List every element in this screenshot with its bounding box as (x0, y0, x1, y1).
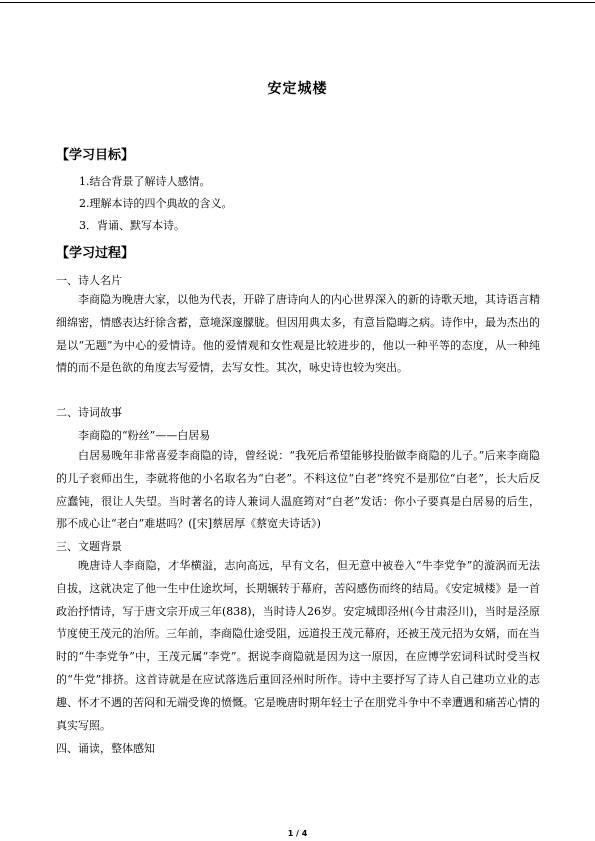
goal-item-3: 3．背诵、默写本诗。 (79, 219, 185, 232)
part2-paragraph: 白居易晚年非常喜爱李商隐的诗，曾经说：“我死后希望能够投胎做李商隐的儿子。”后来李商隐的儿子衮师出生，李就将他的小名取名为“白老”。不料这位“白老”终究不是那位“白老”，长大后反应蠢钝，很让人失望。当时著名的诗人兼词人温庭筠对“白老”发话：你小子要真是白居易的后生，那不成心让“老白”难堪吗？([宋]蔡居厚《蔡宽夫诗话》) (56, 449, 540, 531)
top-rule (0, 2, 595, 3)
part1-heading: 一、诗人名片 (56, 274, 122, 287)
part4-heading: 四、诵读，整体感知 (56, 742, 155, 755)
part3-paragraph: 晚唐诗人李商隐，才华横溢，志向高远，早有文名，但无意中被卷入“牛李党争”的漩涡而无法自拔，这就决定了他一生中仕途坎坷，长期辗转于幕府，苦闷感伤而终的结局。《安定城楼》是一首政治抒情诗，写于唐文宗开成三年(838)，当时诗人26岁。安定城即泾州(今甘肃泾川)，当时是泾原节度使王茂元的治所。三年前，李商隐仕途受阻，远道投王茂元幕府，还被王茂元招为女婿，而在当时的“牛李党争”中，王茂元属“李党”。据说李商隐就是因为这一原因，在应博学宏词科试时受当权的“牛党”排挤。这首诗就是在应试落选后重回泾州时所作。诗中主要抒写了诗人自己建功立业的志趣、怀才不遇的苦闷和无端受谗的愤慨。它是晚唐时期年轻士子在朋党斗争中不幸遭遇和痛苦心情的真实写照。 (56, 559, 540, 732)
page-number: 1 / 4 (287, 829, 308, 838)
part2-subtitle: 李商隐的“粉丝”——白居易 (78, 429, 211, 442)
goal-item-2: 2.理解本诗的四个典故的含义。 (79, 197, 233, 210)
page-title: 安定城楼 (267, 81, 328, 97)
process-heading: 【学习过程】 (56, 246, 135, 261)
part3-heading: 三、文题背景 (56, 540, 122, 553)
goal-item-1: 1.结合背景了解诗人感情。 (79, 175, 211, 188)
part1-paragraph: 李商隐为晚唐大家，以他为代表，开辟了唐诗向人的内心世界深入的新的诗歌天地，其诗语言精细绵密，情感表达纡徐含蓄，意境深邃朦胧。但因用典太多，有意旨隐晦之病。诗作中，最为杰出的是以“无题”为中心的爱情诗。他的爱情观和女性观是比较进步的，他以一种平等的态度，从一种纯情的而不是色欲的角度去写爱情，去写女性。其次，咏史诗也较为突出。 (56, 293, 540, 375)
part2-heading: 二、诗词故事 (56, 406, 122, 419)
goals-heading: 【学习目标】 (56, 148, 135, 163)
